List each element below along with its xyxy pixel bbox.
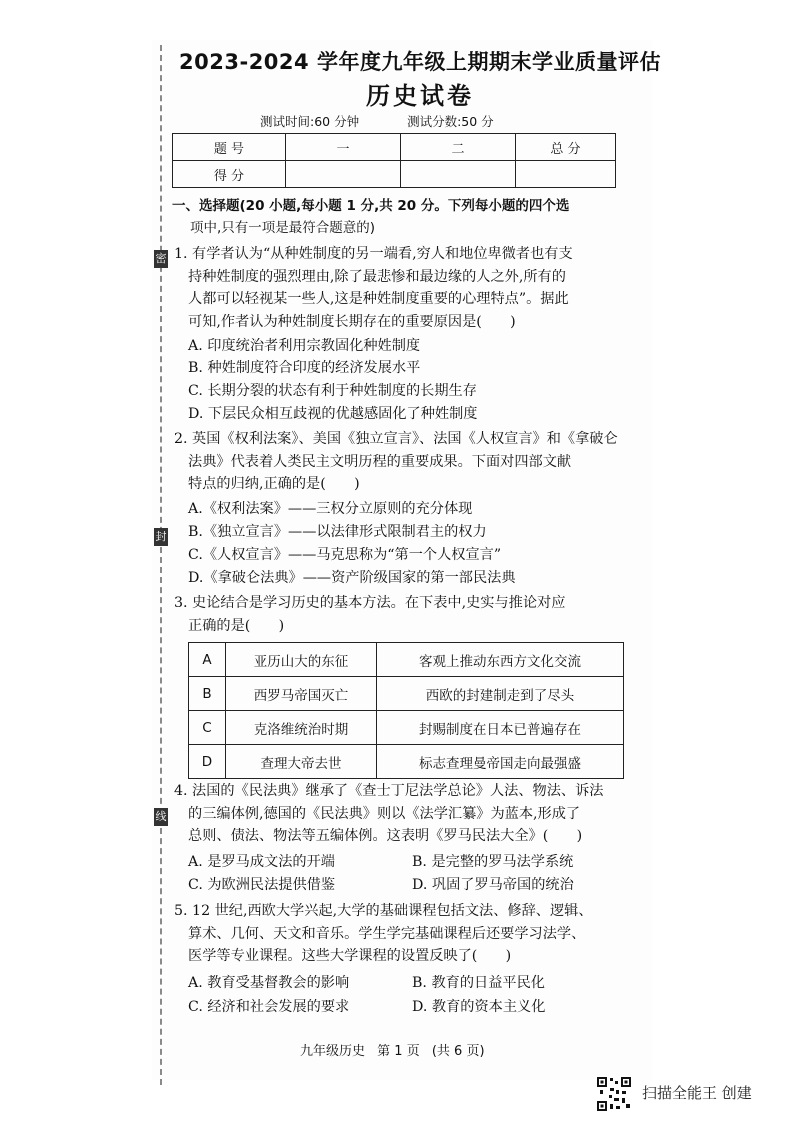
scanner-watermark: 扫描全能王 创建	[642, 1084, 752, 1102]
question-line: 特点的归纳,正确的是( )	[188, 476, 360, 493]
q4-option-a[interactable]: A. 是罗马成文法的开端	[188, 854, 335, 870]
q5-option-c[interactable]: C. 经济和社会发展的要求	[188, 999, 350, 1015]
question-line: 人都可以轻视某一些人,这是种姓制度重要的心理特点”。据此	[188, 291, 569, 308]
table-cell-fact: 亚历山大的东征	[226, 643, 377, 677]
table-row	[189, 745, 624, 779]
score-table-row	[173, 134, 616, 161]
q5-option-d[interactable]: D. 教育的资本主义化	[412, 999, 546, 1015]
question-4	[174, 780, 622, 848]
exam-title: 2023-2024 学年度九年级上期期末学业质量评估	[179, 50, 661, 74]
binding-line	[160, 45, 162, 1085]
question-2	[174, 428, 622, 496]
q2-option-c[interactable]: C.《人权宣言》——马克思称为“第一个人权宣言”	[188, 547, 502, 563]
question-line: 的三编体例,德国的《民法典》则以《法学汇纂》为蓝本,形成了	[188, 805, 581, 822]
table-row	[189, 643, 624, 677]
gutter-mark-2: 封	[154, 528, 168, 546]
q4-option-c[interactable]: C. 为欧洲民法提供借鉴	[188, 877, 336, 893]
q4-option-b[interactable]: B. 是完整的罗马法学系统	[412, 854, 574, 870]
table-cell-inference: 西欧的封建制走到了尽头	[377, 677, 624, 711]
exam-subtitle: 历史试卷	[366, 82, 474, 110]
question-line: 总则、债法、物法等五编体例。这表明《罗马民法大全》( )	[188, 828, 583, 845]
q5-option-a[interactable]: A. 教育受基督教会的影响	[188, 975, 350, 991]
question-line: 算术、几何、天文和音乐。学生学完基础课程后还要学习法学、	[188, 925, 586, 942]
score-cell: 二	[401, 134, 516, 161]
history-table	[188, 642, 624, 779]
page-footer	[300, 1040, 493, 1059]
section-heading	[172, 195, 622, 239]
table-cell-fact: 查理大帝去世	[226, 745, 377, 779]
score-cell: 题 号	[173, 134, 286, 161]
question-line: 4. 法国的《民法典》继承了《查士丁尼法学总论》人法、物法、诉法	[174, 783, 604, 799]
question-line: 可知,作者认为种姓制度长期存在的重要原因是( )	[188, 313, 516, 330]
question-line: 5. 12 世纪,西欧大学兴起,大学的基础课程包括文法、修辞、逻辑、	[174, 903, 593, 919]
gutter-mark-1: 密	[154, 250, 168, 268]
question-line: 持种姓制度的强烈理由,除了最悲惨和最边缘的人之外,所有的	[188, 268, 566, 285]
score-table-row	[173, 161, 616, 188]
table-cell-inference: 封赐制度在日本已普遍存在	[377, 711, 624, 745]
table-cell-inference: 客观上推动东西方文化交流	[377, 643, 624, 677]
test-time: 测试时间:60 分钟	[260, 114, 360, 129]
score-cell: 得 分	[173, 161, 286, 188]
q5-option-b[interactable]: B. 教育的日益平民化	[412, 975, 545, 991]
q2-option-d[interactable]: D.《拿破仑法典》——资产阶级国家的第一部民法典	[188, 570, 516, 586]
q2-option-b[interactable]: B.《独立宣言》——以法律形式限制君主的权力	[188, 524, 487, 540]
table-cell-letter[interactable]: A	[189, 643, 226, 677]
question-line: 法典》代表着人类民主文明历程的重要成果。下面对四部文献	[188, 453, 572, 470]
question-line: 2. 英国《权利法案》、美国《独立宣言》、法国《人权宣言》和《拿破仑	[174, 431, 618, 447]
table-cell-inference: 标志查理曼帝国走向最强盛	[377, 745, 624, 779]
question-line: 3. 史论结合是学习历史的基本方法。在下表中,史实与推论对应	[174, 595, 566, 611]
footer-page: 第 1 页	[377, 1044, 420, 1059]
question-5	[174, 900, 622, 968]
table-cell-fact: 西罗马帝国灭亡	[226, 677, 377, 711]
score-cell: 总 分	[516, 134, 616, 161]
qr-code-icon	[596, 1076, 632, 1112]
table-cell-letter[interactable]: D	[189, 745, 226, 779]
q1-option-d[interactable]: D. 下层民众相互歧视的优越感固化了种姓制度	[188, 406, 478, 422]
footer-total: (共 6 页)	[431, 1044, 485, 1059]
exam-meta	[260, 112, 538, 130]
q2-option-a[interactable]: A.《权利法案》——三权分立原则的充分体现	[188, 501, 473, 517]
q1-option-c[interactable]: C. 长期分裂的状态有利于种姓制度的长期生存	[188, 383, 477, 399]
score-input-cell[interactable]	[401, 161, 516, 188]
score-input-cell[interactable]	[516, 161, 616, 188]
question-line: 正确的是( )	[188, 617, 285, 634]
table-cell-letter[interactable]: C	[189, 711, 226, 745]
question-1	[174, 243, 622, 333]
question-line: 1. 有学者认为“从种姓制度的另一端看,穷人和地位卑微者也有支	[174, 246, 573, 262]
table-row	[189, 711, 624, 745]
footer-subject: 九年级历史	[300, 1044, 366, 1059]
table-row	[189, 677, 624, 711]
q1-option-a[interactable]: A. 印度统治者利用宗教固化种姓制度	[188, 338, 421, 354]
q1-option-b[interactable]: B. 种姓制度符合印度的经济发展水平	[188, 360, 421, 376]
section-line: 项中,只有一项是最符合题意的)	[190, 220, 376, 236]
q4-option-d[interactable]: D. 巩固了罗马帝国的统治	[412, 877, 574, 893]
section-line: 一、选择题(20 小题,每小题 1 分,共 20 分。下列每小题的四个选	[172, 198, 570, 214]
score-cell: 一	[286, 134, 401, 161]
question-3	[174, 592, 622, 637]
table-cell-fact: 克洛维统治时期	[226, 711, 377, 745]
table-cell-letter[interactable]: B	[189, 677, 226, 711]
score-input-cell[interactable]	[286, 161, 401, 188]
score-table	[172, 133, 616, 188]
test-score: 测试分数:50 分	[407, 114, 494, 129]
gutter-mark-3: 线	[154, 808, 168, 826]
question-line: 医学等专业课程。这些大学课程的设置反映了( )	[188, 948, 512, 965]
